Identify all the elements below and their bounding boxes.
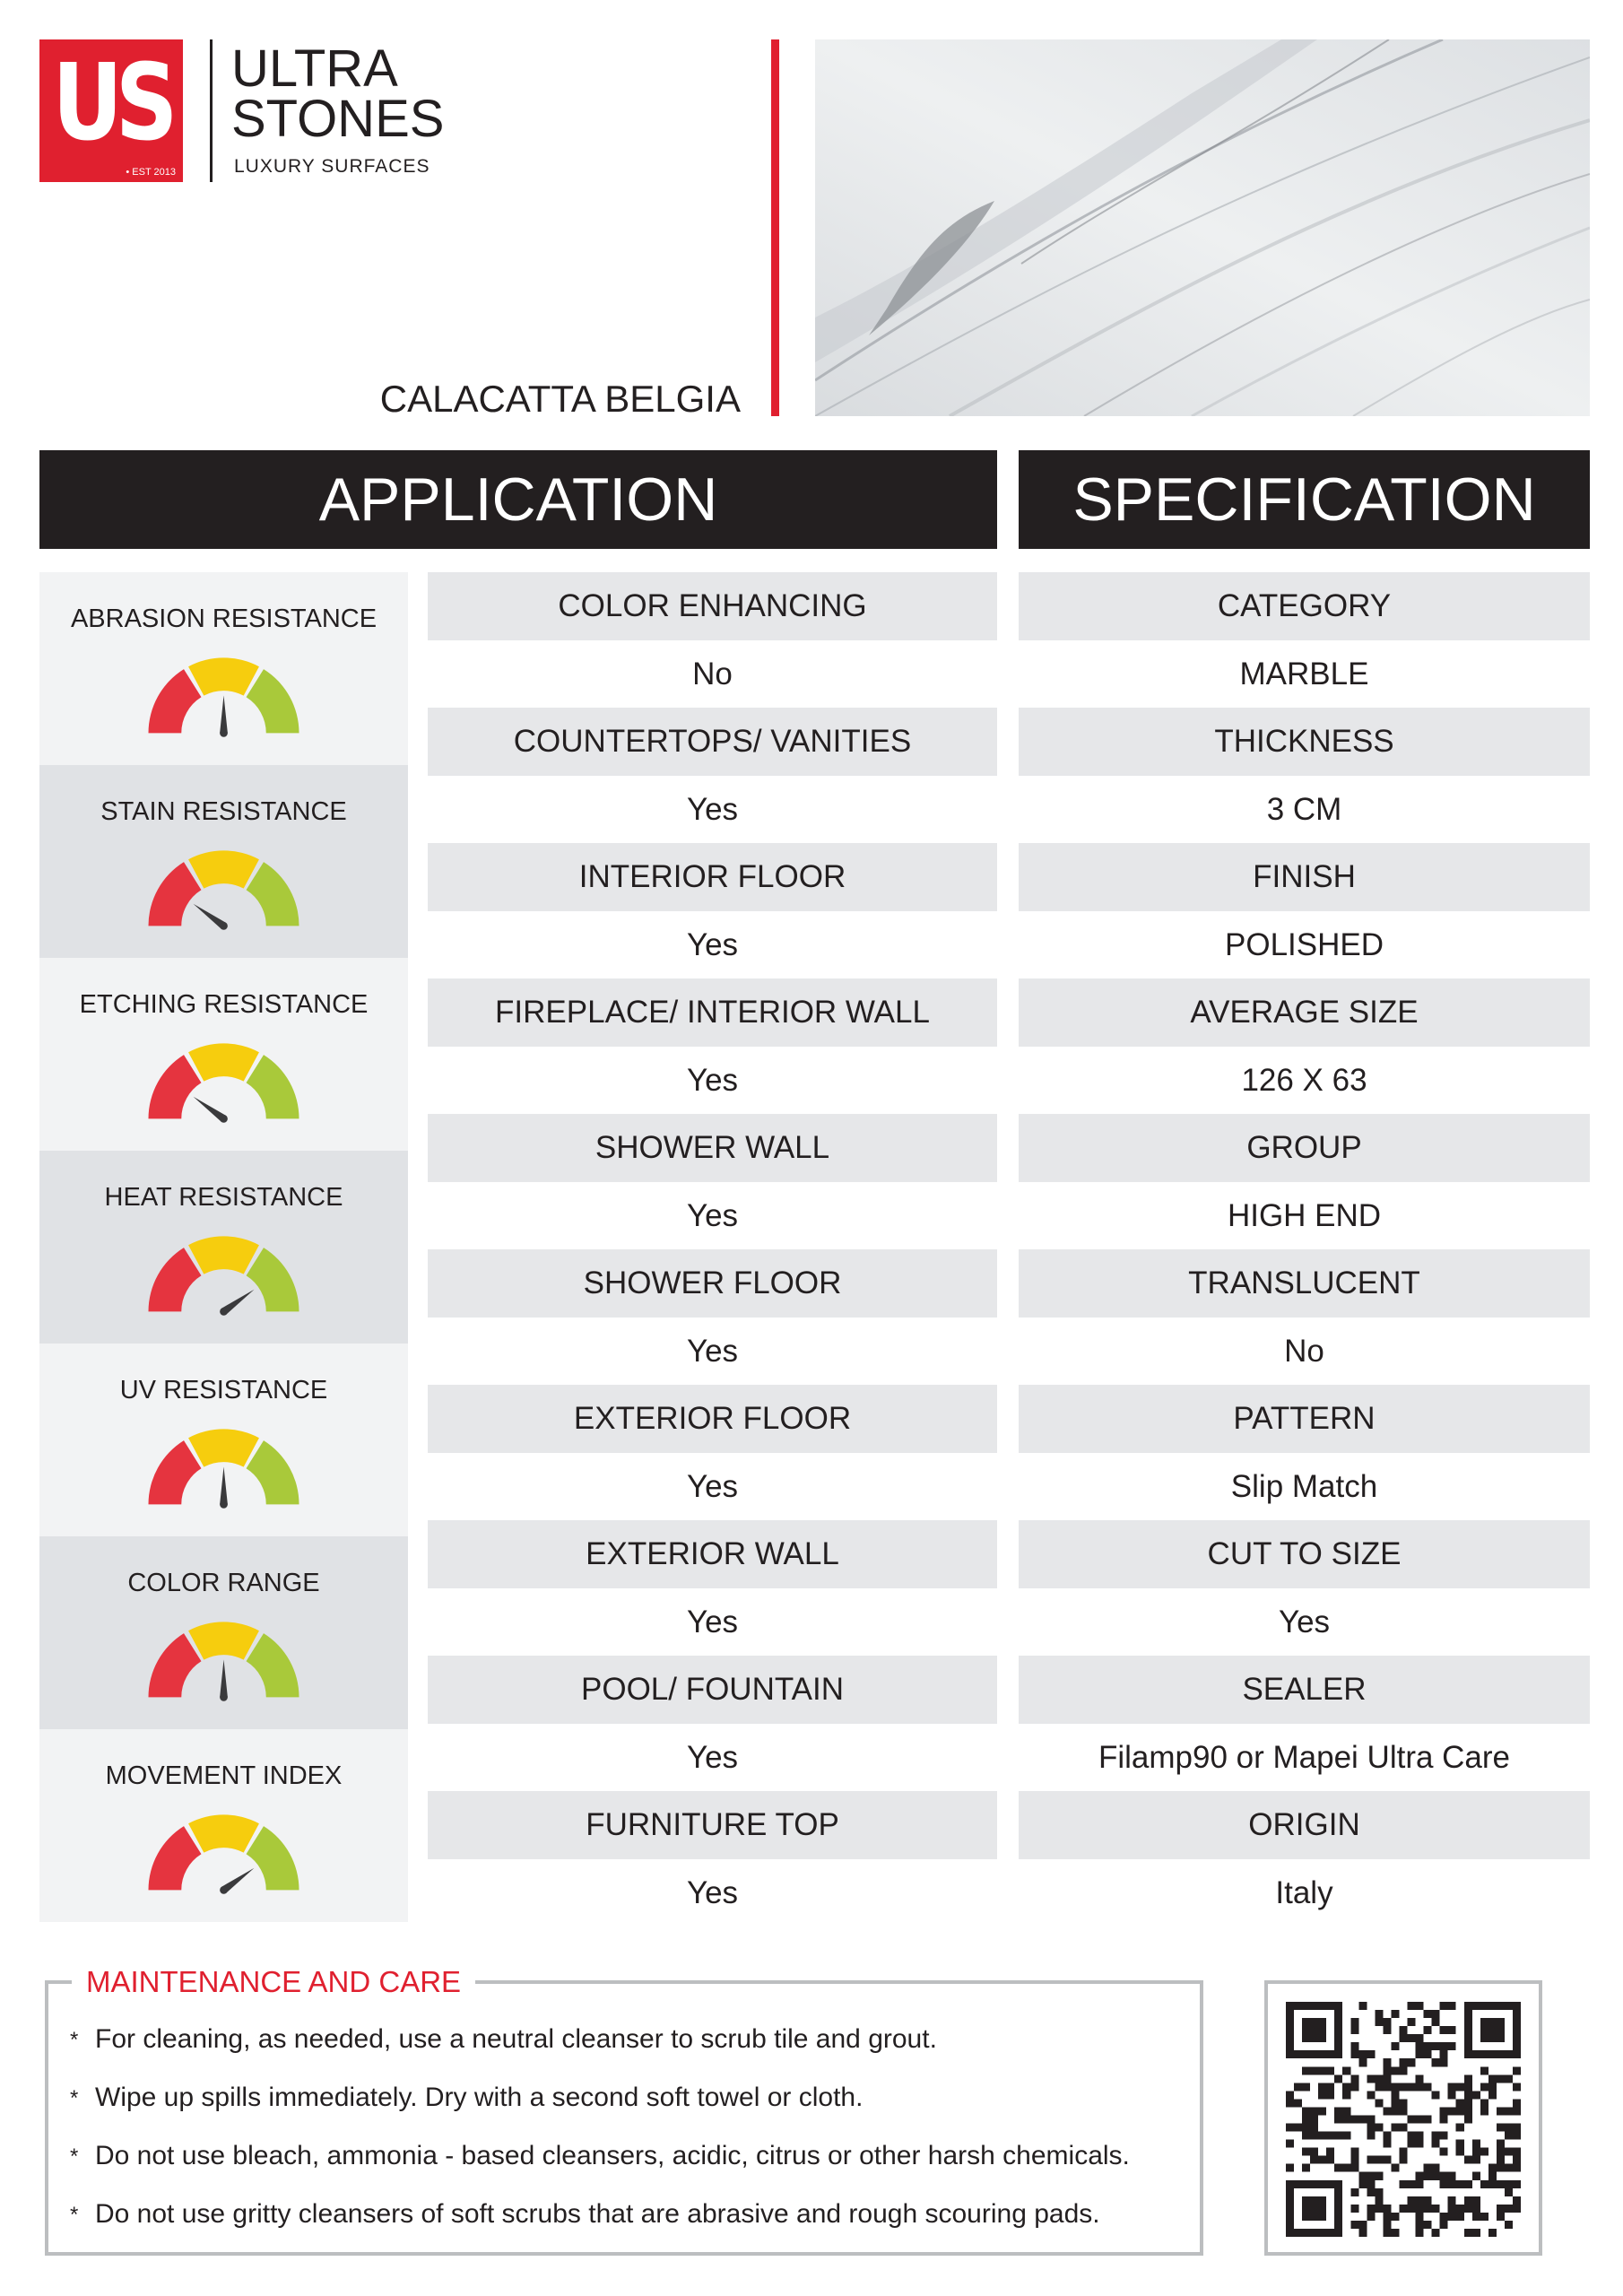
specification-label: CATEGORY [1019, 572, 1590, 640]
application-value: Yes [428, 1318, 997, 1386]
maintenance-item [70, 2186, 1200, 2244]
specification-value: Italy [1019, 1859, 1590, 1927]
specification-label: PATTERN [1019, 1385, 1590, 1453]
application-label: FIREPLACE/ INTERIOR WALL [428, 978, 997, 1047]
brand-name-line2: STONES [231, 90, 445, 148]
gauge-icon [145, 1810, 302, 1900]
marble-sample-image [815, 39, 1590, 416]
brand-logo [39, 39, 183, 182]
bullet-icon: * [70, 2028, 79, 2053]
specification-label: ORIGIN [1019, 1791, 1590, 1859]
bullet-icon: * [70, 2203, 79, 2228]
brand-name-line1: ULTRA [231, 39, 398, 98]
maintenance-list [70, 2011, 1200, 2244]
accent-bar [771, 39, 779, 416]
gauge-row [39, 1344, 408, 1536]
bullet-icon: * [70, 2086, 79, 2111]
application-value: Yes [428, 1453, 997, 1521]
application-value: Yes [428, 776, 997, 844]
application-label: EXTERIOR WALL [428, 1520, 997, 1588]
specification-value: Yes [1019, 1588, 1590, 1657]
maintenance-text: Do not use bleach, ammonia - based cleansers, acidic, citrus or other harsh chemicals. [95, 2141, 1130, 2171]
gauge-label: HEAT RESISTANCE [104, 1183, 343, 1212]
logo-established: • EST 2013 [126, 167, 176, 178]
brand-tagline: LUXURY SURFACES [234, 156, 430, 177]
specification-value: 3 CM [1019, 776, 1590, 844]
application-value: Yes [428, 911, 997, 979]
bullet-icon: * [70, 2144, 79, 2170]
specification-header: SPECIFICATION [1019, 450, 1590, 549]
application-label: COLOR ENHANCING [428, 572, 997, 640]
specification-label: SEALER [1019, 1656, 1590, 1724]
gauge-row [39, 572, 408, 765]
specification-value: HIGH END [1019, 1182, 1590, 1250]
application-label: EXTERIOR FLOOR [428, 1385, 997, 1453]
specification-label: GROUP [1019, 1114, 1590, 1182]
maintenance-item [70, 2069, 1200, 2127]
specification-value: Filamp90 or Mapei Ultra Care [1019, 1724, 1590, 1792]
maintenance-text: For cleaning, as needed, use a neutral cleanser to scrub tile and grout. [95, 2024, 937, 2054]
gauge-icon [145, 846, 302, 935]
specification-label: FINISH [1019, 843, 1590, 911]
gauge-label: COLOR RANGE [127, 1569, 320, 1597]
application-value: Yes [428, 1182, 997, 1250]
gauge-icon [145, 1039, 302, 1128]
specification-value: Slip Match [1019, 1453, 1590, 1521]
gauge-icon [145, 1617, 302, 1707]
application-label: SHOWER WALL [428, 1114, 997, 1182]
maintenance-title: MAINTENANCE AND CARE [72, 1962, 475, 2002]
gauge-row [39, 765, 408, 958]
qr-code-frame[interactable] [1264, 1980, 1542, 2256]
gauge-icon [145, 1424, 302, 1514]
specification-value: No [1019, 1318, 1590, 1386]
application-label: FURNITURE TOP [428, 1791, 997, 1859]
application-value: Yes [428, 1724, 997, 1792]
gauge-label: STAIN RESISTANCE [100, 797, 347, 826]
maintenance-item [70, 2127, 1200, 2186]
specification-label: CUT TO SIZE [1019, 1520, 1590, 1588]
application-value: Yes [428, 1047, 997, 1115]
maintenance-item [70, 2011, 1200, 2069]
specification-label: THICKNESS [1019, 708, 1590, 776]
logo-divider [210, 39, 213, 182]
logo-mark: US [52, 40, 171, 164]
application-value: No [428, 640, 997, 709]
application-label: COUNTERTOPS/ VANITIES [428, 708, 997, 776]
gauge-label: UV RESISTANCE [119, 1376, 328, 1405]
application-header: APPLICATION [39, 450, 997, 549]
qr-code-icon[interactable] [1286, 2002, 1521, 2237]
gauge-row [39, 958, 408, 1151]
application-label: POOL/ FOUNTAIN [428, 1656, 997, 1724]
application-value: Yes [428, 1859, 997, 1927]
specification-value: MARBLE [1019, 640, 1590, 709]
gauge-icon [145, 1231, 302, 1321]
maintenance-text: Do not use gritty cleansers of soft scrubs that are abrasive and rough scouring pads. [95, 2199, 1100, 2230]
specification-table [1019, 572, 1590, 1926]
application-label: SHOWER FLOOR [428, 1249, 997, 1318]
gauge-column [39, 572, 408, 1922]
gauge-row [39, 1151, 408, 1344]
gauge-label: ETCHING RESISTANCE [79, 990, 369, 1019]
gauge-icon [145, 653, 302, 743]
specification-value: POLISHED [1019, 911, 1590, 979]
gauge-row [39, 1729, 408, 1922]
gauge-row [39, 1536, 408, 1729]
application-table [428, 572, 997, 1926]
application-label: INTERIOR FLOOR [428, 843, 997, 911]
gauge-label: MOVEMENT INDEX [105, 1761, 343, 1790]
product-name: CALACATTA BELGIA [379, 378, 741, 420]
specification-label: TRANSLUCENT [1019, 1249, 1590, 1318]
specification-value: 126 X 63 [1019, 1047, 1590, 1115]
gauge-label: ABRASION RESISTANCE [70, 604, 378, 633]
application-value: Yes [428, 1588, 997, 1657]
specification-label: AVERAGE SIZE [1019, 978, 1590, 1047]
maintenance-text: Wipe up spills immediately. Dry with a second soft towel or cloth. [95, 2083, 864, 2113]
